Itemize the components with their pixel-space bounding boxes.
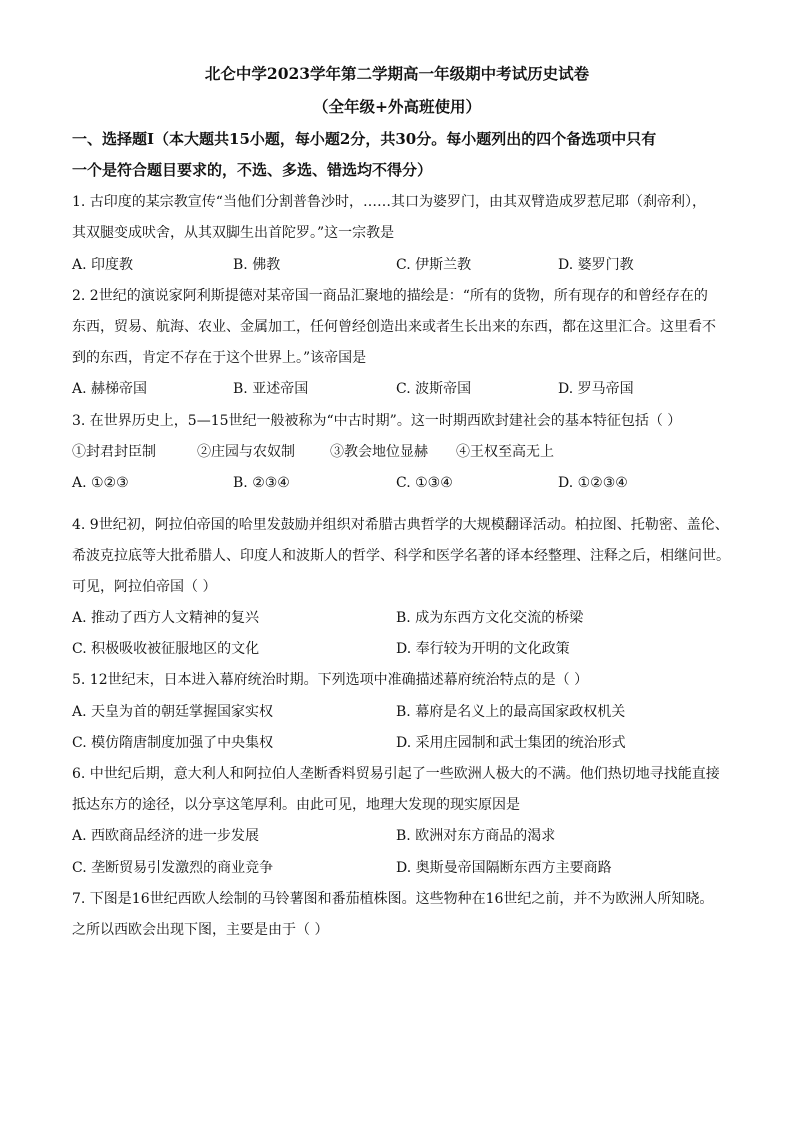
question-7-line-2: 之所以西欧会出现下图，主要是由于（ ） [72,922,329,938]
question-1-option-d: D. 婆罗门教 [558,257,634,273]
question-3-item-2: ②庄园与农奴制 [197,444,295,460]
question-1-option-c: C. 伊斯兰教 [396,257,472,273]
exam-subtitle: （全年级+外高班使用） [313,97,481,116]
question-6-option-c: C. 垄断贸易引发激烈的商业竞争 [72,860,274,876]
question-6-line-2: 抵达东方的途径，以分享这笔厚利。由此可见，地理大发现的现实原因是 [72,797,520,813]
question-3-option-b: B. ②③④ [233,475,290,491]
question-5-option-d: D. 采用庄园制和武士集团的统治形式 [396,735,626,751]
question-4-line-1: 4. 9世纪初，阿拉伯帝国的哈里发鼓励并组织对希腊古典哲学的大规模翻译活动。柏拉图、托勒密、盖伦、 [72,517,729,533]
question-1-option-a: A. 印度教 [72,257,134,273]
question-2-line-3: 到的东西，肯定不存在于这个世界上。”该帝国是 [72,350,367,366]
section-heading-line-1: 一、选择题Ⅰ（本大题共15小题，每小题2分，共30分。每小题列出的四个备选项中只有 [72,130,657,148]
question-2-option-a: A. 赫梯帝国 [72,381,148,397]
question-6-option-a: A. 西欧商品经济的进一步发展 [72,828,260,844]
question-3-item-1: ①封君封臣制 [72,444,156,460]
question-4-option-b: B. 成为东西方文化交流的桥梁 [396,610,584,626]
question-3-line-1: 3. 在世界历史上，5—15世纪一般被称为“中古时期”。这一时期西欧封建社会的基本特征包括（ ） [72,413,682,429]
question-4-option-d: D. 奉行较为开明的文化政策 [396,641,570,657]
question-1-option-b: B. 佛教 [233,257,281,273]
question-1-line-2: 其双腿变成吠舍，从其双脚生出首陀罗。”这一宗教是 [72,225,395,241]
question-6-option-d: D. 奥斯曼帝国隔断东西方主要商路 [396,860,612,876]
question-1-line-1: 1. 古印度的某宗教宣传“当他们分割普鲁沙时，……其口为婆罗门，由其双臂造成罗惹尼耶（刹帝利）， [72,194,706,210]
question-3-item-4: ④王权至高无上 [456,444,554,460]
section-heading-line-2: 一个是符合题目要求的，不选、多选、错选均不得分） [72,161,433,179]
question-2-line-2: 东西，贸易、航海、农业、金属加工，任何曾经创造出来或者生长出来的东西，都在这里汇合。这里看不 [72,319,716,335]
question-2-option-c: C. 波斯帝国 [396,381,472,397]
exam-title: 北仑中学2023学年第二学期高一年级期中考试历史试卷 [204,64,590,83]
question-2-line-1: 2. 2世纪的演说家阿利斯提德对某帝国一商品汇聚地的描绘是：“所有的货物，所有现存的和曾经存在的 [72,288,708,304]
question-4-option-a: A. 推动了西方人文精神的复兴 [72,610,260,626]
question-3-item-3: ③教会地位显赫 [330,444,428,460]
question-2-option-d: D. 罗马帝国 [558,381,634,397]
question-4-line-3: 可见，阿拉伯帝国（ ） [72,579,217,595]
question-5-option-b: B. 幕府是名义上的最高国家政权机关 [396,704,626,720]
question-3-option-a: A. ①②③ [72,475,129,491]
question-6-line-1: 6. 中世纪后期，意大利人和阿拉伯人垄断香料贸易引起了一些欧洲人极大的不满。他们热切地寻找能直接 [72,766,720,782]
question-5-option-a: A. 天皇为首的朝廷掌握国家实权 [72,704,274,720]
question-2-option-b: B. 亚述帝国 [233,381,309,397]
question-3-option-c: C. ①③④ [396,475,453,491]
question-5-option-c: C. 模仿隋唐制度加强了中央集权 [72,735,274,751]
question-5-line-1: 5. 12世纪末，日本进入幕府统治时期。下列选项中准确描述幕府统治特点的是（ ） [72,672,589,688]
question-4-option-c: C. 积极吸收被征服地区的文化 [72,641,260,657]
question-7-line-1: 7. 下图是16世纪西欧人绘制的马铃薯图和番茄植株图。这些物种在16世纪之前，并不为欧洲人所知晓。 [72,891,714,907]
question-4-line-2: 希波克拉底等大批希腊人、印度人和波斯人的哲学、科学和医学名著的译本经整理、注释之后，相继问世。 [72,548,730,564]
question-6-option-b: B. 欧洲对东方商品的渴求 [396,828,556,844]
question-3-option-d: D. ①②③④ [558,475,628,491]
